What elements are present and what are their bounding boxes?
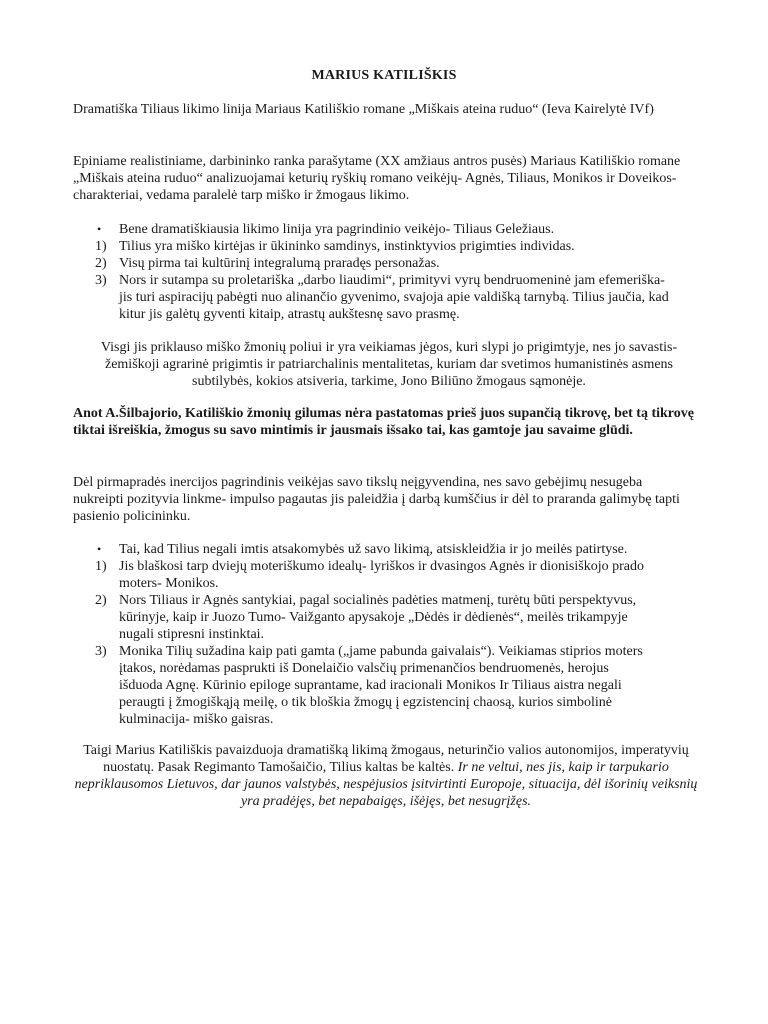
paragraph-3: Dėl pirmapradės inercijos pagrindinis veikėjas savo tikslų neįgyvendina, nes savo gebėjimų nesugeba nukreipti pozityvia linkme- impulso pagautas jis paleidžia į darbą kumščius ir dėl to praranda galimybę tapti pasienio policininku.	[73, 475, 680, 524]
list-item-text: Monika Tilių sužadina kaip pati gamta („jame pabunda gaivalais“). Veikiamas stiprios moters įtakos, norėdamas pasprukti iš Donelaičio valsčių primenančios bendruomenės, herojus išduoda Agnę. Kūrinio epiloge suprantame, kad iracionali Monikos Ir Tiliaus aistra negali peraugti į žmogiškąją meilę, o tik bloškia žmogų į egzistencinį chaosą, kurios simbolinė kulminacija- miško gaisras.	[119, 644, 643, 727]
list-item-text: Nors ir sutampa su proletariška „darbo liaudimi“, primityvi vyrų bendruomeninė jam efemeriška- jis turi aspiracijų pabėgti nuo alinančio gyvenimo, svajoja apie valdišką tarnybą. Tilius jaučia, kad kitur jis galėtų gyventi kitaip, atrastų aukštesnę savo prasmę.	[119, 273, 669, 322]
list-item	[73, 255, 713, 272]
conclusion-italic-text: Ir ne veltui, nes jis, kaip ir tarpukario nepriklausomos Lietuvos, dar jaunos valstybės, nespėjusios įsitvirtinti Europoje, situacija, dėl išorinių veiksnių yra pradėjęs, bet nepabaigęs, išėjęs, bet nesugrįžęs.	[74, 760, 698, 809]
list-1	[73, 221, 713, 323]
list-marker: 3)	[95, 273, 107, 288]
quote-paragraph: Anot A.Šilbajorio, Katiliškio žmonių gilumas nėra pastatomas prieš juos supančią tikrovę, bet tą tikrovę tiktai išreiškia, žmogus su savo mintimis ir jausmais išsako tai, kas gamtoje jau savaime glūdi.	[73, 406, 694, 438]
list-item	[73, 541, 713, 558]
list-marker: 1)	[95, 239, 107, 254]
list-marker: 1)	[95, 559, 107, 574]
list-marker: •	[97, 222, 102, 236]
list-item	[73, 592, 713, 643]
conclusion-paragraph	[72, 742, 700, 810]
list-item-text: Visų pirma tai kultūrinį integralumą praradęs personažas.	[119, 256, 440, 271]
list-marker: 2)	[95, 593, 107, 608]
conclusion-text: Taigi Marius Katiliškis pavaizduoja dramatišką likimą žmogaus, neturinčio valios autonomijos, imperatyvių nuostatų. Pasak Regimanto Tamošaičio, Tilius kaltas be kaltės.	[83, 743, 689, 775]
list-item-text: Nors Tiliaus ir Agnės santykiai, pagal socialinės padėties matmenį, turėtų būti perspektyvus, kūrinyje, kaip ir Juozo Tumo- Vaižganto apysakoje „Dėdės ir dėdienės“, meilės trikampyje nugali stipresni instinktai.	[119, 593, 637, 642]
paragraph-2: Visgi jis priklauso miško žmonių poliui ir yra veikiamas jėgos, kuri slypi jo prigimtyje, nes jo savastis- žemiškoji agrarinė prigimtis ir patriarchalinis mentalitetas, kuriam dar svetimos humanistinės asmens subtilybės, kokios atsiveria, tarkime, Jono Biliūno žmogaus sąmonėje.	[100, 340, 678, 389]
list-2	[73, 541, 713, 728]
document-subtitle: Dramatiška Tiliaus likimo linija Mariaus Katiliškio romane „Miškais ateina ruduo“ (Ieva Kairelytė IVf)	[73, 102, 654, 117]
list-marker: •	[97, 542, 102, 556]
list-item-text: Jis blaškosi tarp dviejų moteriškumo idealų- lyriškos ir dvasingos Agnės ir dionisiškojo prado moters- Monikos.	[119, 559, 644, 591]
list-item	[73, 238, 713, 255]
list-item	[73, 272, 713, 323]
list-item	[73, 558, 713, 592]
list-item	[73, 643, 713, 728]
document-title: MARIUS KATILIŠKIS	[311, 68, 457, 83]
intro-paragraph: Epiniame realistiniame, darbininko ranka parašytame (XX amžiaus antros pusės) Mariaus Katiliškio romane „Miškais ateina ruduo“ analizuojamai keturių ryškių romano veikėjų- Agnės, Tiliaus, Monikos ir Doveikos- charakteriai, vedama paralelė tarp miško ir žmogaus likimo.	[73, 154, 681, 203]
list-item-text: Tai, kad Tilius negali imtis atsakomybės už savo likimą, atsiskleidžia ir jo meilės patirtyse.	[119, 542, 628, 557]
list-marker: 2)	[95, 256, 107, 271]
list-item-text: Bene dramatiškiausia likimo linija yra pagrindinio veikėjo- Tiliaus Geležiaus.	[119, 222, 555, 237]
list-item	[73, 221, 713, 238]
list-marker: 3)	[95, 644, 107, 659]
list-item-text: Tilius yra miško kirtėjas ir ūkininko samdinys, instinktyvios prigimties individas.	[119, 239, 575, 254]
